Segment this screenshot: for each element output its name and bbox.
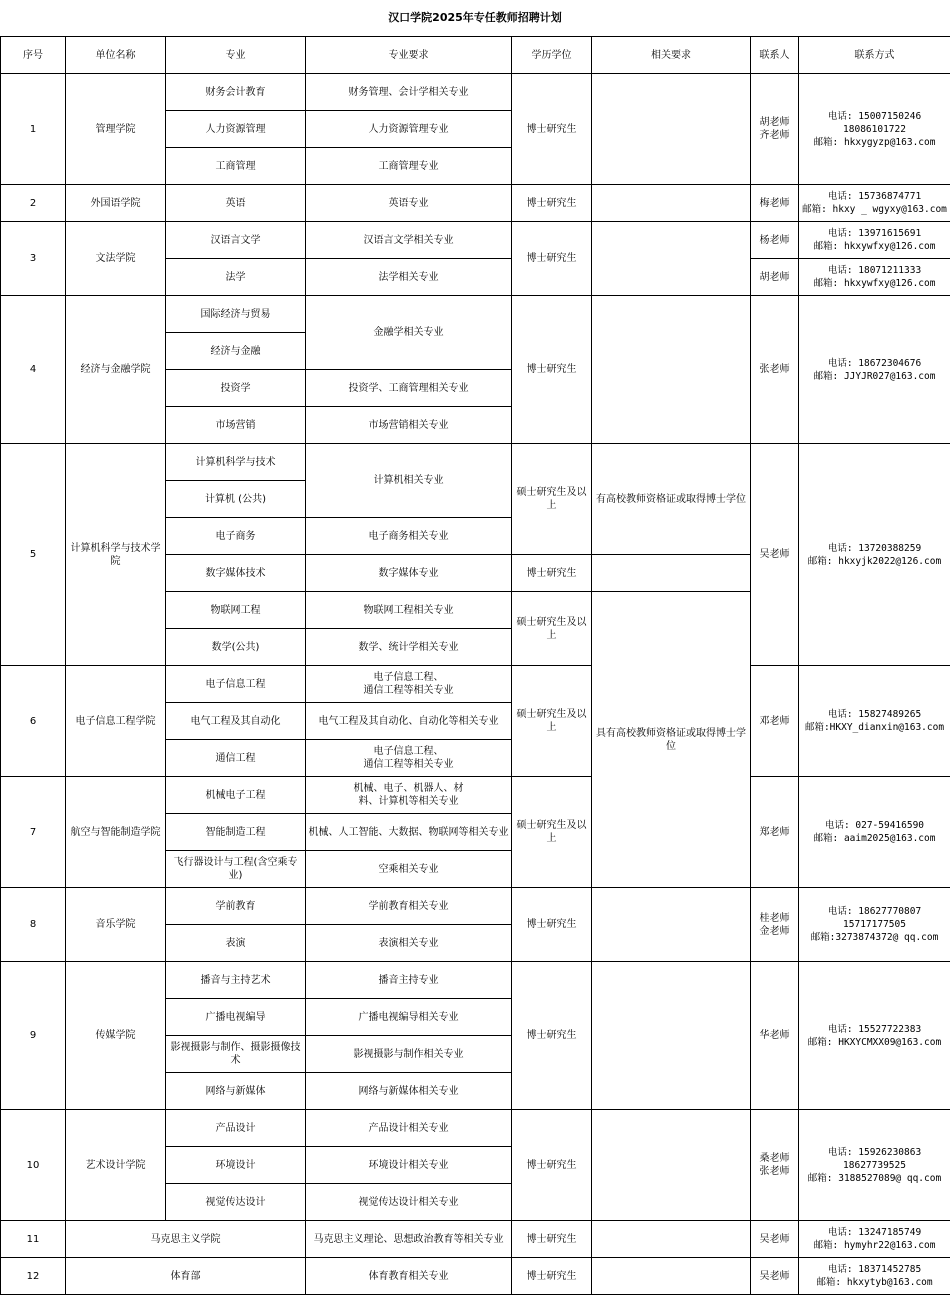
contact-info: 电话: 18672304676 邮箱: JJYJR027@163.com: [799, 296, 950, 444]
major: 法学: [166, 259, 306, 296]
table-row: [1, 777, 950, 814]
major-req: 财务管理、会计学相关专业: [306, 74, 512, 111]
major: 飞行器设计与工程(含空乘专业): [166, 851, 306, 888]
major: 汉语言文学: [166, 222, 306, 259]
related-req: [592, 74, 751, 185]
education: 博士研究生: [512, 222, 592, 296]
contact-person: 桂老师 金老师: [751, 888, 799, 962]
education: 硕士研究生及以上: [512, 777, 592, 888]
contact-info: 电话: 13971615691 邮箱: hkxywfxy@126.com: [799, 222, 950, 259]
major: 网络与新媒体: [166, 1073, 306, 1110]
row-no: 9: [1, 962, 66, 1110]
major: 广播电视编导: [166, 999, 306, 1036]
education: 硕士研究生及以上: [512, 592, 592, 666]
related-req: [592, 1221, 751, 1258]
education: 博士研究生: [512, 1110, 592, 1221]
major: 机械电子工程: [166, 777, 306, 814]
major-req: 体育教育相关专业: [306, 1258, 512, 1295]
major: 电子商务: [166, 518, 306, 555]
contact-info: 电话: 027-59416590 邮箱: aaim2025@163.com: [799, 777, 950, 888]
recruitment-table: [0, 36, 950, 1295]
table-row: [1, 185, 950, 222]
major-req: 环境设计相关专业: [306, 1147, 512, 1184]
table-row: [1, 296, 950, 333]
major: 财务会计教育: [166, 74, 306, 111]
education: 博士研究生: [512, 555, 592, 592]
education: 博士研究生: [512, 185, 592, 222]
related-req: [592, 555, 751, 592]
contact-person: 华老师: [751, 962, 799, 1110]
contact-person: 胡老师: [751, 259, 799, 296]
header-major-req: 专业要求: [306, 37, 512, 74]
major-req: 影视摄影与制作相关专业: [306, 1036, 512, 1073]
major: 国际经济与贸易: [166, 296, 306, 333]
education: 博士研究生: [512, 1258, 592, 1295]
major: 通信工程: [166, 740, 306, 777]
education: 博士研究生: [512, 296, 592, 444]
major-req: 计算机相关专业: [306, 444, 512, 518]
major: 工商管理: [166, 148, 306, 185]
major-req: 机械、电子、机器人、材 料、计算机等相关专业: [306, 777, 512, 814]
table-row: [1, 222, 950, 259]
major: 计算机 (公共): [166, 481, 306, 518]
major: 产品设计: [166, 1110, 306, 1147]
row-no: 8: [1, 888, 66, 962]
major-req: 物联网工程相关专业: [306, 592, 512, 629]
page-title: 汉口学院2025年专任教师招聘计划: [0, 0, 950, 36]
unit-name: 马克思主义学院: [66, 1221, 306, 1258]
major-req: 人力资源管理专业: [306, 111, 512, 148]
table-row: [1, 962, 950, 999]
contact-info: 电话: 15527722383 邮箱: HKXYCMXX09@163.com: [799, 962, 950, 1110]
major: 表演: [166, 925, 306, 962]
row-no: 3: [1, 222, 66, 296]
major: 市场营销: [166, 407, 306, 444]
major: 数学(公共): [166, 629, 306, 666]
unit-name: 外国语学院: [66, 185, 166, 222]
table-row: [1, 1258, 950, 1295]
major-req: 广播电视编导相关专业: [306, 999, 512, 1036]
major: 智能制造工程: [166, 814, 306, 851]
education: 博士研究生: [512, 1221, 592, 1258]
major-req: 产品设计相关专业: [306, 1110, 512, 1147]
header-row: [1, 37, 950, 74]
related-req: [592, 1110, 751, 1221]
major: 学前教育: [166, 888, 306, 925]
major: 环境设计: [166, 1147, 306, 1184]
row-no: 10: [1, 1110, 66, 1221]
contact-info: 电话: 15007150246 18086101722 邮箱: hkxygyzp@163.com: [799, 74, 950, 185]
contact-info: 电话: 18071211333 邮箱: hkxywfxy@126.com: [799, 259, 950, 296]
major-req: 视觉传达设计相关专业: [306, 1184, 512, 1221]
major-req: 播音主持专业: [306, 962, 512, 999]
table-row: [1, 1221, 950, 1258]
unit-name: 航空与智能制造学院: [66, 777, 166, 888]
unit-name: 电子信息工程学院: [66, 666, 166, 777]
contact-person: 梅老师: [751, 185, 799, 222]
contact-person: 吴老师: [751, 1221, 799, 1258]
row-no: 1: [1, 74, 66, 185]
major: 数字媒体技术: [166, 555, 306, 592]
contact-info: 电话: 15736874771 邮箱: hkxy _ wgyxy@163.com: [799, 185, 950, 222]
related-req: [592, 962, 751, 1110]
related-req: [592, 1258, 751, 1295]
major-req: 汉语言文学相关专业: [306, 222, 512, 259]
contact-person: 郑老师: [751, 777, 799, 888]
header-major: 专业: [166, 37, 306, 74]
major-req: 表演相关专业: [306, 925, 512, 962]
major: 英语: [166, 185, 306, 222]
row-no: 12: [1, 1258, 66, 1295]
header-related-req: 相关要求: [592, 37, 751, 74]
contact-info: 电话: 15926230863 18627739525 邮箱: 3188527089@ qq.com: [799, 1110, 950, 1221]
contact-person: 吴老师: [751, 444, 799, 666]
contact-info: 电话: 15827489265 邮箱:HKXY_dianxin@163.com: [799, 666, 950, 777]
related-req: 有高校教师资格证或取得博士学位: [592, 444, 751, 555]
contact-person: 邓老师: [751, 666, 799, 777]
unit-name: 计算机科学与技术学院: [66, 444, 166, 666]
contact-info: 电话: 18371452785 邮箱: hkxytyb@163.com: [799, 1258, 950, 1295]
major-req: 机械、人工智能、大数据、物联网等相关专业: [306, 814, 512, 851]
table-row: [1, 666, 950, 703]
unit-name: 传媒学院: [66, 962, 166, 1110]
unit-name: 艺术设计学院: [66, 1110, 166, 1221]
related-req: [592, 185, 751, 222]
row-no: 6: [1, 666, 66, 777]
major: 计算机科学与技术: [166, 444, 306, 481]
major: 播音与主持艺术: [166, 962, 306, 999]
education: 硕士研究生及以上: [512, 444, 592, 555]
related-req: [592, 296, 751, 444]
row-no: 4: [1, 296, 66, 444]
major-req: 马克思主义理论、思想政治教育等相关专业: [306, 1221, 512, 1258]
major-req: 电子信息工程、 通信工程等相关专业: [306, 666, 512, 703]
major: 影视摄影与制作、摄影摄像技术: [166, 1036, 306, 1073]
major: 视觉传达设计: [166, 1184, 306, 1221]
row-no: 7: [1, 777, 66, 888]
major-req: 投资学、工商管理相关专业: [306, 370, 512, 407]
education: 博士研究生: [512, 962, 592, 1110]
major-req: 金融学相关专业: [306, 296, 512, 370]
major-req: 电子商务相关专业: [306, 518, 512, 555]
unit-name: 体育部: [66, 1258, 306, 1295]
related-req: [592, 888, 751, 962]
unit-name: 经济与金融学院: [66, 296, 166, 444]
contact-info: 电话: 13720388259 邮箱: hkxyjk2022@126.com: [799, 444, 950, 666]
major-req: 工商管理专业: [306, 148, 512, 185]
major-req: 网络与新媒体相关专业: [306, 1073, 512, 1110]
contact-person: 张老师: [751, 296, 799, 444]
major-req: 市场营销相关专业: [306, 407, 512, 444]
major-req: 数学、统计学相关专业: [306, 629, 512, 666]
related-req: [592, 222, 751, 296]
education: 硕士研究生及以上: [512, 666, 592, 777]
major-req: 数字媒体专业: [306, 555, 512, 592]
table-row: [1, 1110, 950, 1147]
major-req: 空乘相关专业: [306, 851, 512, 888]
contact-person: 杨老师: [751, 222, 799, 259]
table-row: [1, 444, 950, 481]
major: 电气工程及其自动化: [166, 703, 306, 740]
major-req: 电子信息工程、 通信工程等相关专业: [306, 740, 512, 777]
major-req: 电气工程及其自动化、自动化等相关专业: [306, 703, 512, 740]
education: 博士研究生: [512, 74, 592, 185]
contact-info: 电话: 18627770807 15717177505 邮箱:3273874372@ qq.com: [799, 888, 950, 962]
related-req-shared: 具有高校教师资格证或取得博士学位: [592, 592, 751, 888]
row-no: 2: [1, 185, 66, 222]
major-req: 英语专业: [306, 185, 512, 222]
header-unit: 单位名称: [66, 37, 166, 74]
header-contact-person: 联系人: [751, 37, 799, 74]
table-row: [1, 74, 950, 111]
table-row: [1, 888, 950, 925]
contact-person: 胡老师 齐老师: [751, 74, 799, 185]
header-education: 学历学位: [512, 37, 592, 74]
header-contact-info: 联系方式: [799, 37, 950, 74]
major: 投资学: [166, 370, 306, 407]
contact-person: 桑老师 张老师: [751, 1110, 799, 1221]
unit-name: 文法学院: [66, 222, 166, 296]
major: 电子信息工程: [166, 666, 306, 703]
contact-person: 吴老师: [751, 1258, 799, 1295]
unit-name: 音乐学院: [66, 888, 166, 962]
major: 经济与金融: [166, 333, 306, 370]
major-req: 学前教育相关专业: [306, 888, 512, 925]
major: 人力资源管理: [166, 111, 306, 148]
row-no: 11: [1, 1221, 66, 1258]
contact-info: 电话: 13247185749 邮箱: hymyhr22@163.com: [799, 1221, 950, 1258]
education: 博士研究生: [512, 888, 592, 962]
unit-name: 管理学院: [66, 74, 166, 185]
header-no: 序号: [1, 37, 66, 74]
row-no: 5: [1, 444, 66, 666]
major: 物联网工程: [166, 592, 306, 629]
major-req: 法学相关专业: [306, 259, 512, 296]
